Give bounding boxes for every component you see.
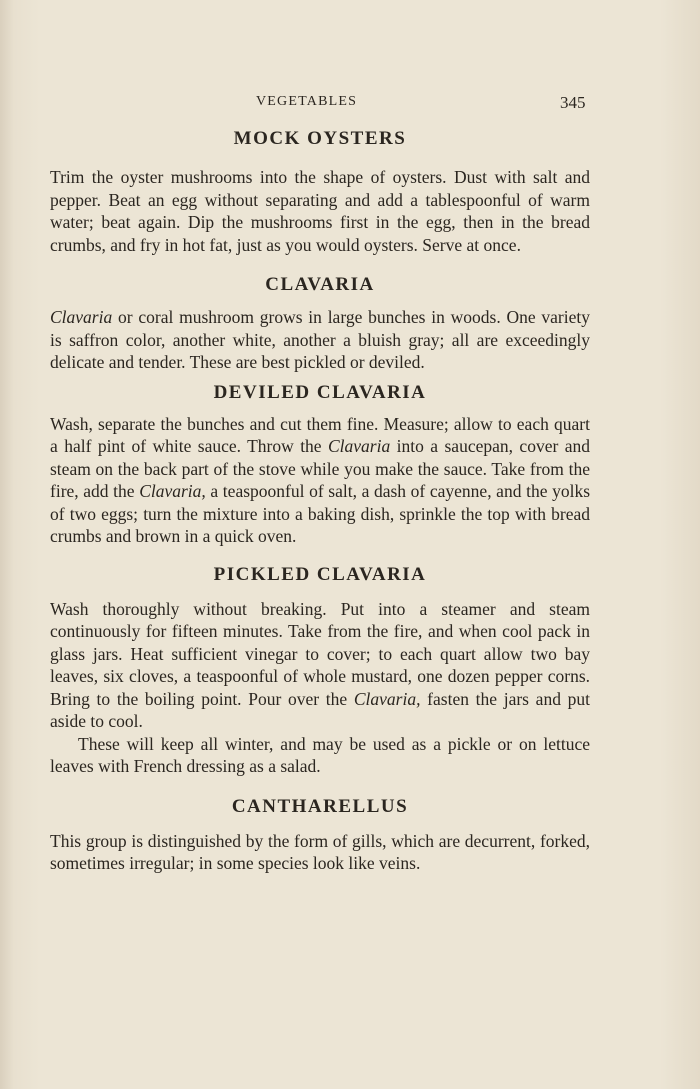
section-cantharellus [50,796,590,875]
running-head-title: VEGETABLES [256,94,358,109]
pickled-text-1: Wash thoroughly without breaking. Put into a steamer and steam continuously for fifteen minutes. Take from the fire, and when cool pack in glass jars. Heat sufficient vinegar to cover; to each quart allow two bay leaves, six cloves, a teaspoonful of whole mustard, one dozen pepper corns. Bring to the boiling point. Pour over the [50,598,590,709]
section-clavaria [50,274,590,374]
deviled-italic-2: Clavaria, [139,481,206,501]
paragraph-pickled-note: These will keep all winter, and may be used as a pickle or on lettuce leaves with French dressing as a salad. [50,733,590,776]
pickled-italic: Clavaria, [353,688,421,709]
heading-clavaria: CLAVARIA [265,274,375,295]
paragraph-clavaria-text: or coral mushroom grows in large bunches in woods. One variety is saffron color, another white, another a bluish gray; all are exceedingly delicate and tender. These are best pickled or deviled. [50,307,590,372]
heading-deviled-clavaria: DEVILED CLAVARIA [213,381,427,403]
deviled-italic-1: Clavaria [328,436,391,456]
section-mock-oysters [50,128,590,256]
paragraph-deviled-clavaria [50,413,590,548]
paragraph-mock-oysters: Trim the oyster mushrooms into the shape of oysters. Dust with salt and pepper. Beat an egg without separating and add a tablespoonful of warm water; beat again. Dip the mushrooms first in the egg, then in the bread crumbs, and fry in hot fat, just as you would oysters. Serve at once. [50,167,590,255]
heading-mock-oysters: MOCK OYSTERS [233,128,407,149]
section-pickled-clavaria [50,564,590,778]
deviled-text-1: Wash, separate the bunches and cut them fine. Measure; allow to each quart a half pint of white sauce. Throw the [50,413,590,456]
page-content [50,128,590,875]
deviled-text-3: a teaspoonful of salt, a dash of cayenne, and the yolks of two eggs; turn the mixture into a baking dish, sprinkle the top with bread crumbs and brown in a quick oven. [50,481,591,546]
running-head [0,94,700,114]
heading-pickled-clavaria: PICKLED CLAVARIA [213,563,427,585]
paragraph-clavaria [50,306,590,374]
paragraph-cantharellus: This group is distinguished by the form of gills, which are decurrent, forked, sometimes irregular; in some species look like veins. [50,830,590,873]
heading-cantharellus: CANTHARELLUS [231,795,409,817]
italic-clavaria: Clavaria [50,307,113,327]
pickled-text-2: fasten the jars and put aside to cool. [50,688,591,731]
page-number: 345 [560,93,586,112]
deviled-text-2: into a saucepan, cover and steam on the back part of the stove while you make the sauce. Take from the fire, add the [50,436,590,501]
paragraph-pickled-clavaria [50,598,590,733]
section-deviled-clavaria [50,382,590,548]
